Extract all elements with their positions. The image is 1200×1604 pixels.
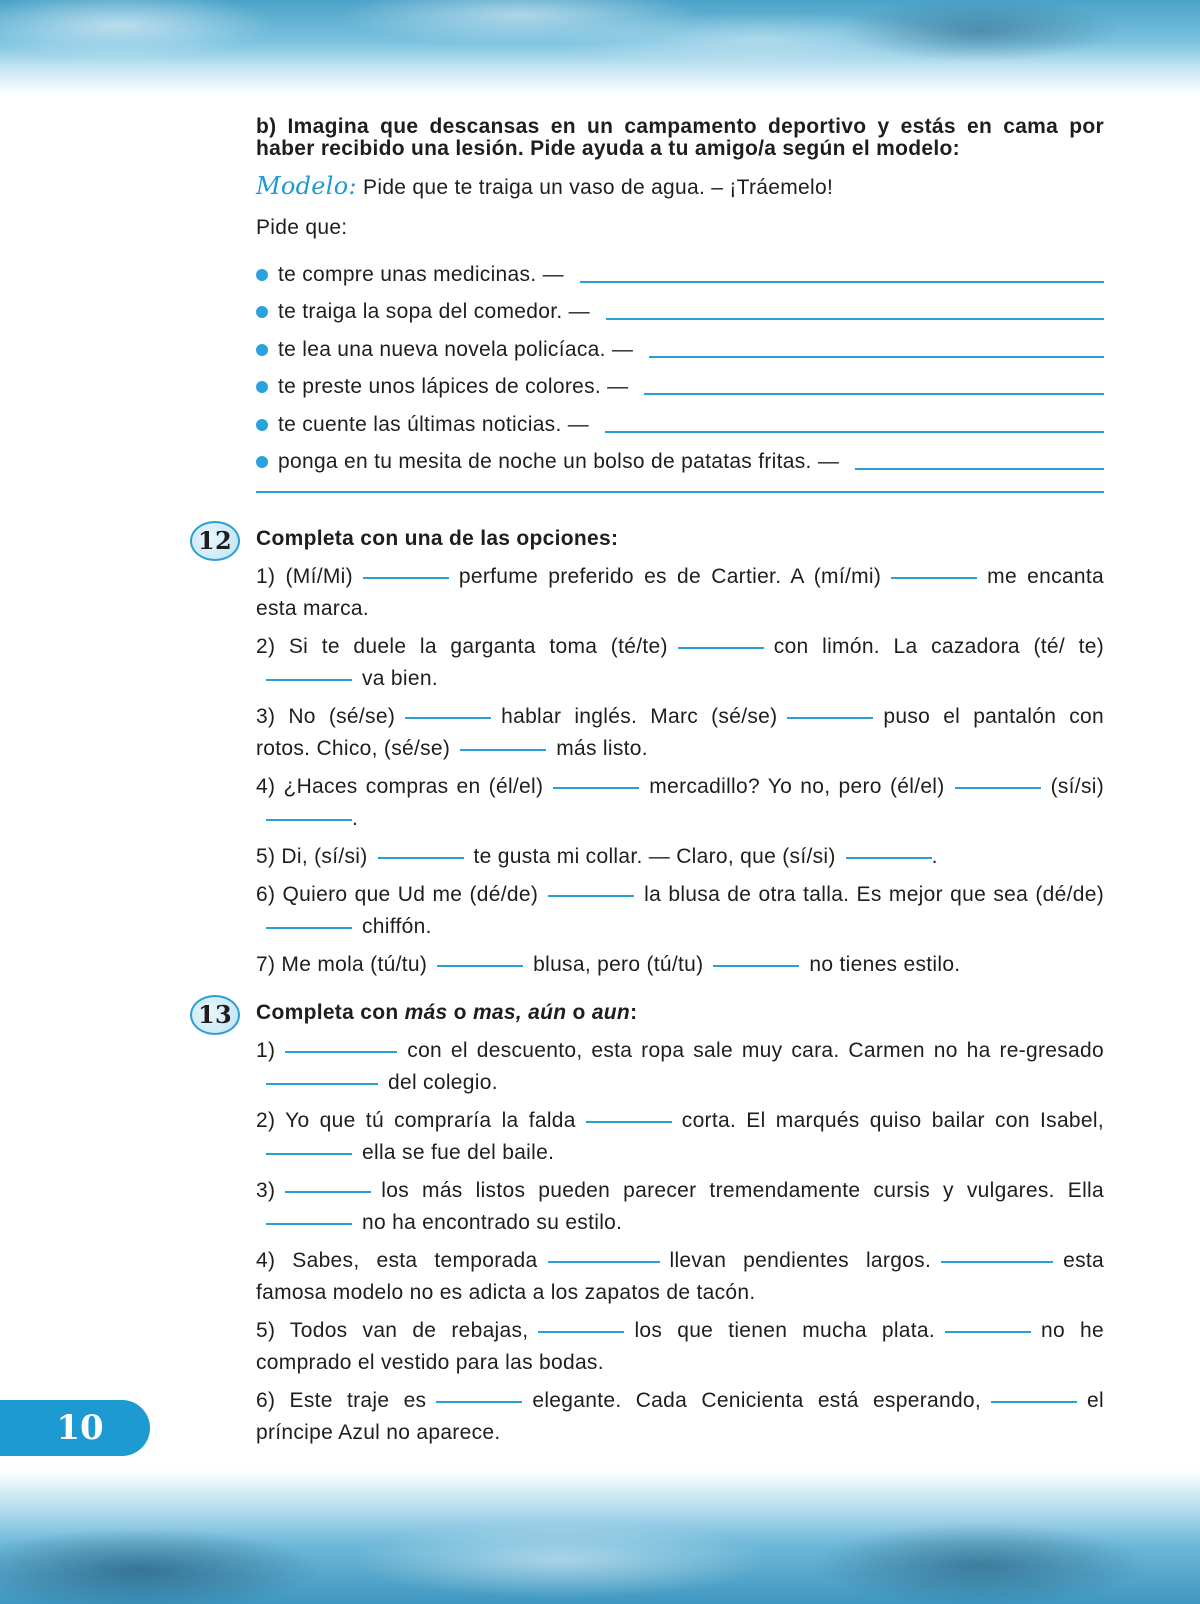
list-item xyxy=(256,331,1104,369)
list-item xyxy=(256,444,1104,482)
item-text: mercadillo? Yo no, pero (él/el) xyxy=(649,775,945,798)
exercise-item xyxy=(256,879,1104,943)
page-number-tab: 10 xyxy=(0,1400,150,1456)
request-text: te cuente las últimas noticias. — xyxy=(278,412,590,436)
answer-blank[interactable] xyxy=(945,1331,1031,1333)
answer-blank[interactable] xyxy=(548,1261,660,1263)
section-b-intro: Pide que: xyxy=(256,216,348,239)
answer-blank[interactable] xyxy=(606,318,1104,320)
item-text: llevan pendientes largos. xyxy=(669,1249,932,1272)
answer-blank[interactable] xyxy=(538,1331,624,1333)
bullet-icon xyxy=(256,456,268,468)
page-content xyxy=(198,115,1105,1455)
item-text: (sí/si) xyxy=(1050,775,1104,798)
bottom-decorative-banner xyxy=(0,1470,1200,1604)
item-text: del colegio. xyxy=(388,1071,498,1094)
exercise-item xyxy=(256,1385,1104,1449)
item-text: ella se fue del baile. xyxy=(362,1141,555,1164)
item-text: 7) Me mola (tú/tu) xyxy=(256,953,428,976)
item-text: 1) xyxy=(256,1039,276,1062)
item-text: 5) Di, (sí/si) xyxy=(256,845,368,868)
item-text: me encanta esta marca. xyxy=(256,565,1104,620)
exercise-item xyxy=(256,1035,1104,1099)
answer-blank[interactable] xyxy=(363,577,449,579)
request-text: te traiga la sopa del comedor. — xyxy=(278,300,590,324)
item-text: 1) (Mí/Mi) xyxy=(256,565,353,588)
answer-blank[interactable] xyxy=(644,393,1104,395)
list-item xyxy=(256,294,1104,332)
answer-blank[interactable] xyxy=(460,749,546,751)
exercise-item xyxy=(256,1105,1104,1169)
exercise-title: Completa con más o mas, aún o aun: xyxy=(256,1001,638,1024)
answer-blank[interactable] xyxy=(266,1153,352,1155)
exercise-item xyxy=(256,561,1104,625)
request-text: te lea una nueva novela policíaca. — xyxy=(278,337,634,361)
answer-blank[interactable] xyxy=(285,1051,397,1053)
item-text: 4) ¿Haces compras en (él/el) xyxy=(256,775,544,798)
item-text: no he comprado el vestido para las bodas. xyxy=(256,1319,1104,1374)
request-text: ponga en tu mesita de noche un bolso de patatas fritas. — xyxy=(278,450,840,474)
model-text: Pide que te traiga un vaso de agua. – ¡Tráemelo! xyxy=(363,176,834,199)
answer-blank[interactable] xyxy=(955,787,1041,789)
exercise-item xyxy=(256,949,1104,981)
bullet-icon xyxy=(256,306,268,318)
exercise-item xyxy=(256,1315,1104,1379)
answer-blank[interactable] xyxy=(991,1401,1077,1403)
request-list xyxy=(256,256,1104,481)
exercise-title: Completa con una de las opciones: xyxy=(256,527,619,550)
answer-blank[interactable] xyxy=(941,1261,1053,1263)
item-text: 4) Sabes, esta temporada xyxy=(256,1249,538,1272)
exercise-item xyxy=(256,1175,1104,1239)
answer-blank[interactable] xyxy=(285,1191,371,1193)
item-text: chiffón. xyxy=(362,915,432,938)
answer-blank[interactable] xyxy=(378,857,464,859)
item-text: el príncipe Azul no aparece. xyxy=(256,1389,1104,1444)
item-text: hablar inglés. Marc (sé/se) xyxy=(501,705,778,728)
item-text: corta. El marqués quiso bailar con Isabel, xyxy=(681,1109,1104,1132)
item-text: los más listos pueden parecer tremendamente cursis y vulgares. Ella xyxy=(381,1179,1104,1202)
top-decorative-banner xyxy=(0,0,1200,95)
answer-blank[interactable] xyxy=(436,1401,522,1403)
answer-blank[interactable] xyxy=(266,1083,378,1085)
bullet-icon xyxy=(256,419,268,431)
list-item xyxy=(256,406,1104,444)
request-text: te preste unos lápices de colores. — xyxy=(278,375,629,399)
item-text: 5) Todos van de rebajas, xyxy=(256,1319,529,1342)
answer-blank[interactable] xyxy=(846,857,932,859)
exercise-item xyxy=(256,631,1104,695)
item-text: perfume preferido es de Cartier. A (mí/mi) xyxy=(458,565,882,588)
item-text: puso el pantalón con rotos. Chico, (sé/se) xyxy=(256,705,1104,760)
answer-blank[interactable] xyxy=(548,895,634,897)
item-text: 3) No (sé/se) xyxy=(256,705,396,728)
item-text: . xyxy=(931,845,938,868)
answer-blank[interactable] xyxy=(266,927,352,929)
item-text: 2) Yo que tú compraría la falda xyxy=(256,1109,576,1132)
answer-blank[interactable] xyxy=(891,577,977,579)
bullet-icon xyxy=(256,381,268,393)
bullet-icon xyxy=(256,344,268,356)
exercise-13 xyxy=(198,997,1104,1449)
list-item xyxy=(256,256,1104,294)
item-text: elegante. Cada Cenicienta está esperando, xyxy=(532,1389,982,1412)
exercise-number-badge: 12 xyxy=(190,521,240,561)
exercise-12 xyxy=(198,523,1105,981)
answer-blank[interactable] xyxy=(586,1121,672,1123)
item-text: esta famosa modelo no es adicta a los zapatos de tacón. xyxy=(256,1249,1104,1304)
item-text: con el descuento, esta ropa sale muy cara. Carmen no ha re-gresado xyxy=(407,1039,1104,1062)
answer-blank[interactable] xyxy=(266,1223,352,1225)
model-example xyxy=(256,170,1104,204)
exercise-item xyxy=(256,1245,1104,1309)
answer-blank[interactable] xyxy=(678,647,764,649)
model-label: Modelo: xyxy=(256,172,357,200)
item-text: no ha encontrado su estilo. xyxy=(362,1211,623,1234)
answer-blank[interactable] xyxy=(437,965,523,967)
item-text: más listo. xyxy=(556,737,648,760)
answer-blank[interactable] xyxy=(649,356,1104,358)
request-text: te compre unas medicinas. — xyxy=(278,262,564,286)
item-text: . xyxy=(352,807,359,830)
answer-blank[interactable] xyxy=(580,281,1104,283)
answer-blank[interactable] xyxy=(553,787,639,789)
answer-blank[interactable] xyxy=(605,431,1104,433)
answer-blank[interactable] xyxy=(855,468,1104,470)
exercise-number-badge: 13 xyxy=(190,995,240,1035)
item-text: blusa, pero (tú/tu) xyxy=(533,953,704,976)
exercise-item xyxy=(256,841,1104,873)
item-text: los que tienen mucha plata. xyxy=(634,1319,936,1342)
item-text: la blusa de otra talla. Es mejor que sea (dé/de) xyxy=(644,883,1105,906)
item-text: 3) xyxy=(256,1179,276,1202)
list-item xyxy=(256,369,1104,407)
answer-blank-continuation[interactable] xyxy=(256,491,1104,493)
item-text: 6) Quiero que Ud me (dé/de) xyxy=(256,883,539,906)
bullet-icon xyxy=(256,269,268,281)
answer-blank[interactable] xyxy=(405,717,491,719)
answer-blank[interactable] xyxy=(787,717,873,719)
item-text: no tienes estilo. xyxy=(809,953,961,976)
item-text: 6) Este traje es xyxy=(256,1389,427,1412)
exercise-item xyxy=(256,771,1104,835)
section-b-instruction: b) Imagina que descansas en un campamento deportivo y estás en cama por haber recibido una lesión. Pide ayuda a tu amigo/a según el modelo: xyxy=(256,115,1104,160)
item-text: va bien. xyxy=(362,667,438,690)
item-text: 2) Si te duele la garganta toma (té/te) xyxy=(256,635,668,658)
item-text: te gusta mi collar. — Claro, que (sí/si) xyxy=(473,845,836,868)
item-text: con limón. La cazadora (té/ te) xyxy=(773,635,1104,658)
answer-blank[interactable] xyxy=(266,679,352,681)
exercise-item xyxy=(256,701,1104,765)
answer-blank[interactable] xyxy=(266,819,352,821)
answer-blank[interactable] xyxy=(713,965,799,967)
